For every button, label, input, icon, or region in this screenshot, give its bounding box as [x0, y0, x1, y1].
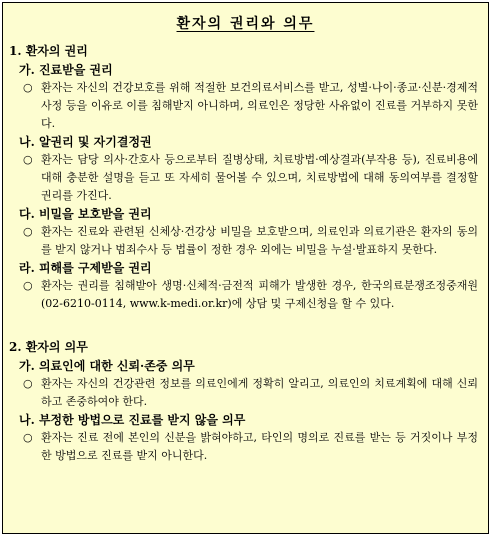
circle-bullet-icon: ○	[23, 431, 33, 444]
section-heading-duties: 2. 환자의 의무	[9, 340, 88, 354]
document-title: 환자의 권리와 의무	[176, 16, 315, 32]
rights-item-3	[19, 205, 478, 259]
item-title: 라. 피해를 구제받을 권리	[19, 261, 152, 275]
item-title: 가. 진료받을 권리	[19, 63, 113, 77]
item-text: ○ 환자는 담당 의사·간호사 등으로부터 질병상태, 치료방법·예상결과(부작용 등), 진료비용에 대해 충분한 설명을 듣고 또 자세히 물어볼 수 있으며, 치료방법에 대해 동의여부를 결정할 권리를 가진다.	[23, 153, 478, 202]
item-title: 다. 비밀을 보호받을 권리	[19, 207, 152, 221]
circle-bullet-icon: ○	[23, 279, 33, 292]
rights-item-1	[19, 61, 478, 133]
item-text: ○ 환자는 권리를 침해받아 생명·신체적·금전적 피해가 발생한 경우, 한국의료분쟁조정중재원(02-6210-0114, www.k-medi.or.kr)에 상담 및 구제신청을 할 수 있다.	[23, 279, 478, 310]
item-title: 가. 의료인에 대한 신뢰·존중 의무	[19, 359, 195, 373]
patient-rights-card	[2, 2, 489, 534]
rights-item-4	[19, 259, 478, 313]
item-text: ○ 환자는 자신의 건강관련 정보를 의료인에게 정확히 알리고, 의료인의 치료계획에 대해 신뢰하고 존중하여야 한다.	[23, 377, 478, 408]
item-text: ○ 환자는 진료 전에 본인의 신분을 밝혀야하고, 타인의 명의로 진료를 받는 등 거짓이나 부정한 방법으로 진료를 받지 아니한다.	[23, 431, 478, 462]
duties-item-2	[19, 411, 478, 465]
duties-item-1	[19, 357, 478, 411]
item-title: 나. 알권리 및 자기결정권	[19, 135, 152, 149]
rights-item-2	[19, 133, 478, 205]
circle-bullet-icon: ○	[23, 153, 33, 166]
circle-bullet-icon: ○	[23, 81, 33, 94]
circle-bullet-icon: ○	[23, 225, 33, 238]
circle-bullet-icon: ○	[23, 377, 33, 390]
item-title: 나. 부정한 방법으로 진료를 받지 않을 의무	[19, 413, 246, 427]
section-heading-rights: 1. 환자의 권리	[9, 44, 88, 58]
item-text: ○ 환자는 자신의 건강보호를 위해 적절한 보건의료서비스를 받고, 성별·나이·종교·신분·경제적 사정 등을 이유로 이를 침해받지 아니하며, 의료인은 정당한 사유없이 진료를 거부하지 못한다.	[23, 81, 478, 130]
item-text: ○ 환자는 진료와 관련된 신체상·건강상 비밀을 보호받으며, 의료인과 의료기관은 환자의 동의를 받지 않거나 범죄수사 등 법률이 정한 경우 외에는 비밀을 누설·발표하지 못한다.	[23, 225, 478, 256]
